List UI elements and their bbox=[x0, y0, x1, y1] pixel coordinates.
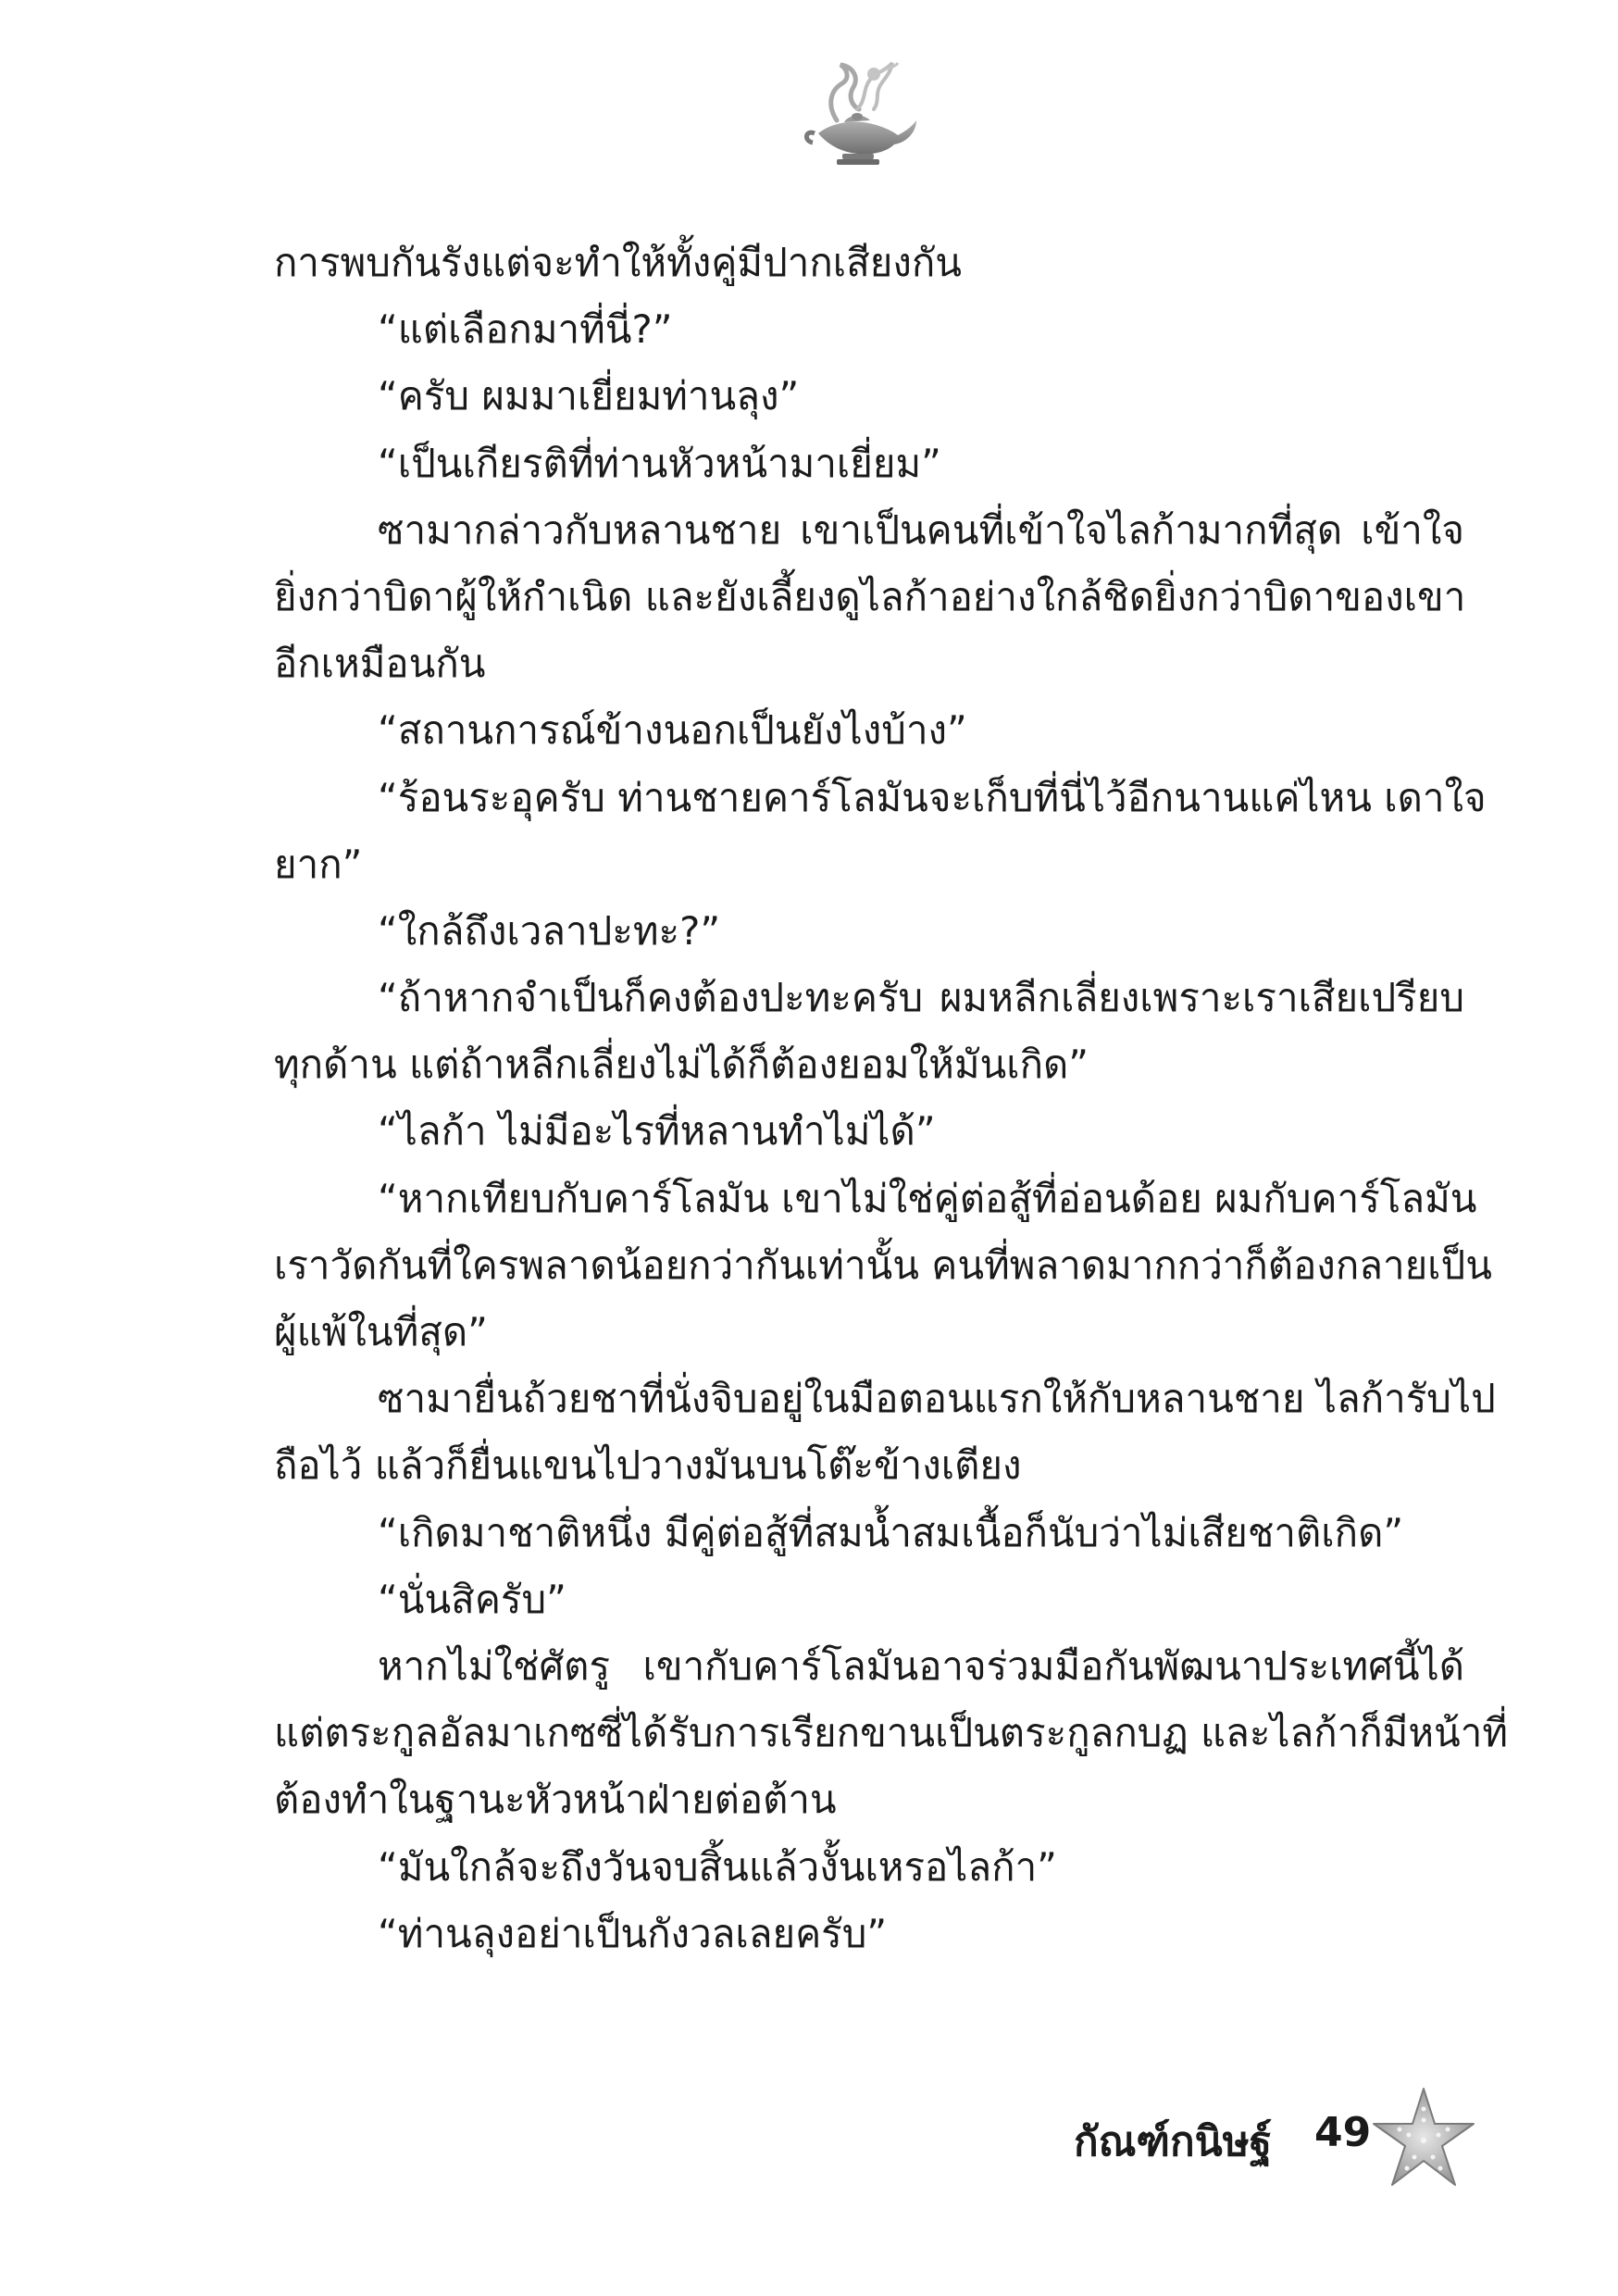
text-line: “เป็นเกียรติที่ท่านหัวหน้ามาเยี่ยม” bbox=[378, 440, 941, 486]
text-line: ถือไว้ แล้วก็ยื่นแขนไปวางมันบนโต๊ะข้างเตียง bbox=[274, 1442, 1022, 1489]
book-title: กัณฑ์กนิษฐ์ bbox=[1074, 2118, 1272, 2165]
text-line: “ถ้าหากจำเป็นก็คงต้องปะทะครับ ผมหลีกเลี่ยงเพราะเราเสียเปรียบ bbox=[378, 975, 1464, 1021]
text-line: ผู้แพ้ในที่สุด” bbox=[274, 1309, 488, 1354]
text-line: การพบกันรังแต่จะทำให้ทั้งคู่มีปากเสียงกัน bbox=[274, 240, 962, 285]
text-line: ยิ่งกว่าบิดาผู้ให้กำเนิด และยังเลี้ยงดูไลก้าอย่างใกล้ชิดยิ่งกว่าบิดาของเขา bbox=[274, 573, 1466, 619]
page-number: 49 bbox=[1314, 2109, 1372, 2156]
text-line: “มันใกล้จะถึงวันจบสิ้นแล้วงั้นเหรอไลก้า” bbox=[378, 1843, 1057, 1890]
text-line: แต่ตระกูลอัลมาเกซซี่ได้รับการเรียกขานเป็นตระกูลกบฏ และไลก้าก็มีหน้าที่ bbox=[274, 1710, 1509, 1756]
text-line: เราวัดกันที่ใครพลาดน้อยกว่ากันเท่านั้น คนที่พลาดมากกว่าก็ต้องกลายเป็น bbox=[274, 1242, 1492, 1288]
genie-lamp-icon bbox=[802, 56, 922, 167]
text-line: อีกเหมือนกัน bbox=[274, 641, 486, 687]
text-line: “หากเทียบกับคาร์โลมัน เขาไม่ใช่คู่ต่อสู้ที่อ่อนด้อย ผมกับคาร์โลมัน bbox=[378, 1175, 1477, 1221]
text-line: ทุกด้าน แต่ถ้าหลีกเลี่ยงไม่ได้ก็ต้องยอมให้มันเกิด” bbox=[274, 1042, 1089, 1088]
text-line: ยาก” bbox=[274, 841, 363, 887]
text-line: “สถานการณ์ข้างนอกเป็นยังไงบ้าง” bbox=[378, 707, 967, 754]
text-line: “ครับ ผมมาเยี่ยมท่านลุง” bbox=[378, 373, 800, 419]
page-body-text bbox=[274, 230, 1509, 1967]
text-line: ต้องทำในฐานะหัวหน้าฝ่ายต่อต้าน bbox=[274, 1777, 837, 1823]
text-line: “ร้อนระอุครับ ท่านชายคาร์โลมันจะเก็บที่นี่ไว้อีกนานแค่ไหน เดาใจ bbox=[378, 774, 1487, 820]
text-line: “แต่เลือกมาที่นี่?” bbox=[378, 306, 673, 353]
text-line: “ใกล้ถึงเวลาปะทะ?” bbox=[378, 907, 721, 954]
text-line: “ไลก้า ไม่มีอะไรที่หลานทำไม่ได้” bbox=[378, 1108, 936, 1154]
page-footer bbox=[1074, 2083, 1490, 2194]
text-line: ซามากล่าวกับหลานชาย เขาเป็นคนที่เข้าใจไลก้ามากที่สุด เข้าใจ bbox=[378, 506, 1464, 553]
text-line: “เกิดมาชาติหนึ่ง มีคู่ต่อสู้ที่สมน้ำสมเนื้อก็นับว่าไม่เสียชาติเกิด” bbox=[378, 1509, 1404, 1555]
text-line: “ท่านลุงอย่าเป็นกังวลเลยครับ” bbox=[378, 1910, 888, 1956]
text-line: “นั่นสิครับ” bbox=[378, 1576, 566, 1622]
text-line: ซามายื่นถ้วยชาที่นั่งจิบอยู่ในมือตอนแรกให้กับหลานชาย ไลก้ารับไป bbox=[378, 1376, 1496, 1422]
text-line: หากไม่ใช่ศัตรู เขากับคาร์โลมันอาจร่วมมือกันพัฒนาประเทศนี้ได้ bbox=[378, 1642, 1464, 1689]
starfish-icon bbox=[1368, 2083, 1479, 2194]
